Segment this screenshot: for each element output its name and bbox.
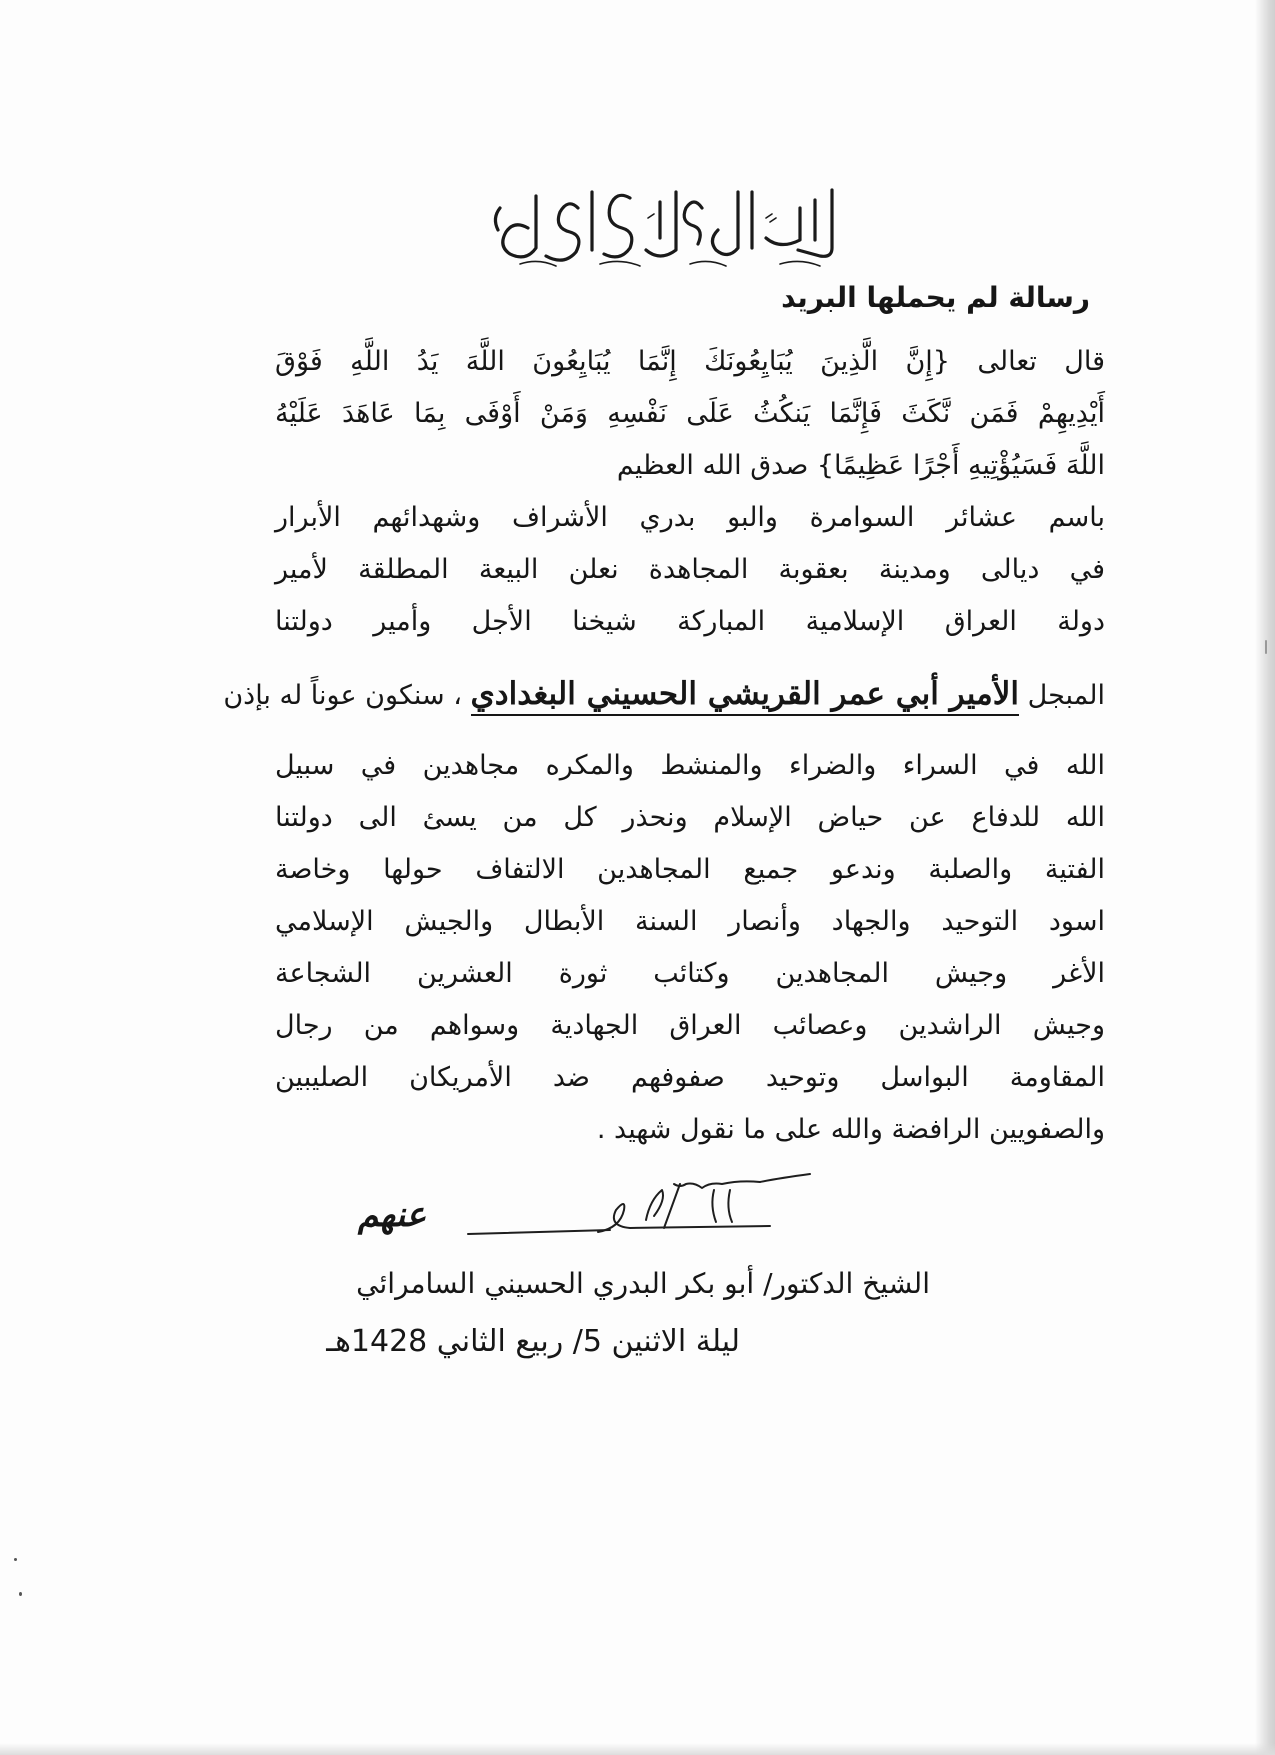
scan-speck xyxy=(19,1592,22,1596)
scan-speck xyxy=(14,1558,17,1561)
body-line: المقاومة البواسل وتوحيد صفوفهم ضد الأمريكان الصليبين xyxy=(275,1062,1105,1093)
body-line-suffix: ، سنكون عوناً له بإذن xyxy=(223,680,462,711)
body-line-prefix: المبجل xyxy=(1027,680,1105,711)
scan-speck xyxy=(1265,640,1267,654)
body-line: اللَّهَ فَسَيُؤْتِيهِ أَجْرًا عَظِيمًا} صدق الله العظيم xyxy=(616,450,1105,481)
body-line: الله للدفاع عن حياض الإسلام ونحذر كل من يسئ الى دولتنا xyxy=(275,802,1105,833)
hijri-date: ليلة الاثنين 5/ ربيع الثاني 1428هـ xyxy=(326,1324,740,1359)
scan-shadow-right xyxy=(1255,0,1275,1755)
body-line: الفتية والصلبة وندعو جميع المجاهدين الالتفاف حولها وخاصة xyxy=(275,854,1105,885)
body-line: الأغر وجيش المجاهدين وكتائب ثورة العشرين الشجاعة xyxy=(275,958,1105,989)
body-line: باسم عشائر السوامرة والبو بدري الأشراف وشهدائهم الأبرار xyxy=(275,502,1105,533)
letter-body xyxy=(223,340,1105,1160)
body-line: وجيش الراشدين وعصائب العراق الجهادية وسواهم من رجال xyxy=(275,1010,1105,1041)
body-line: دولة العراق الإسلامية المباركة شيخنا الأجل وأمير دولتنا xyxy=(275,606,1105,637)
scan-shadow-bottom xyxy=(0,1743,1275,1755)
body-line: الله في السراء والضراء والمنشط والمكره مجاهدين في سبيل xyxy=(275,750,1105,781)
body-line: قال تعالى {إِنَّ الَّذِينَ يُبَايِعُونَكَ إِنَّمَا يُبَايِعُونَ اللَّهَ يَدُ اللَّهِ فَوْقَ xyxy=(275,346,1105,377)
amir-name: الأمير أبي عمر القريشي الحسيني البغدادي xyxy=(471,676,1019,716)
signature-handwritten-word: عنهم xyxy=(355,1195,434,1235)
basmala-calligraphy xyxy=(480,178,850,278)
body-line: والصفويين الرافضة والله على ما نقول شهيد . xyxy=(596,1114,1105,1145)
body-line: اسود التوحيد والجهاد وأنصار السنة الأبطال والجيش الإسلامي xyxy=(275,906,1105,937)
letter-title: رسالة لم يحملها البريد xyxy=(781,281,1090,314)
body-line-amir xyxy=(223,672,1105,744)
body-line: في ديالى ومدينة بعقوبة المجاهدة نعلن البيعة المطلقة لأمير xyxy=(275,554,1105,585)
signatory-name: الشيخ الدكتور/ أبو بكر البدري الحسيني السامرائي xyxy=(356,1267,930,1300)
body-line: أَيْدِيهِمْ فَمَن نَّكَثَ فَإِنَّمَا يَنكُثُ عَلَى نَفْسِهِ وَمَنْ أَوْفَى بِمَا عَاهَدَ عَلَيْهُ xyxy=(275,398,1105,429)
basmala-calligraphy-graphic xyxy=(480,178,850,278)
